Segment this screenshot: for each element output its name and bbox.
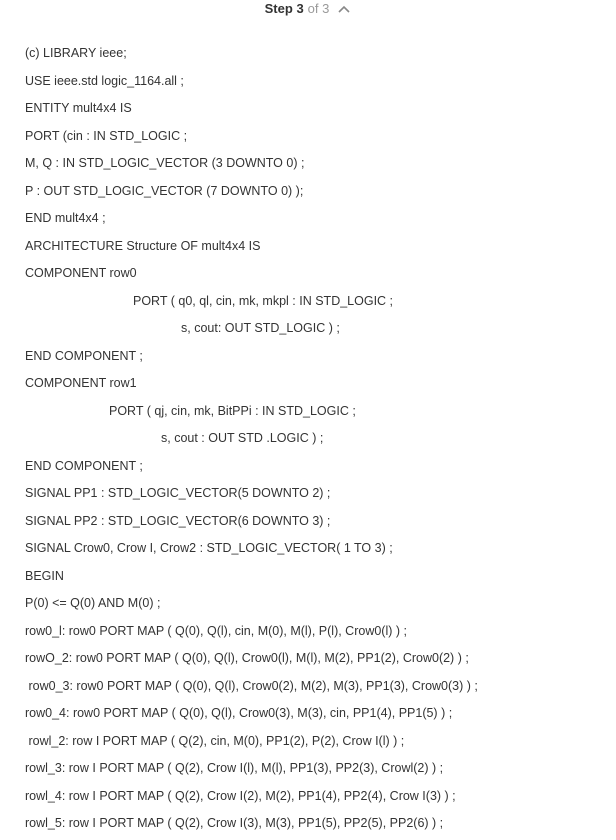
- code-line: BEGIN: [25, 568, 64, 583]
- code-line: M, Q : IN STD_LOGIC_VECTOR (3 DOWNTO 0) ;: [25, 156, 305, 170]
- code-line: SIGNAL Crow0, Crow I, Crow2 : STD_LOGIC_VECTOR( 1 TO 3) ;: [25, 541, 393, 555]
- code-line: rowl_2: row I PORT MAP ( Q(2), cin, M(0), PP1(2), P(2), Crow I(l) ) ;: [25, 733, 405, 748]
- code-solution-block: [25, 40, 610, 838]
- code-line: COMPONENT row0: [25, 266, 137, 280]
- step-current-label: [265, 1, 304, 17]
- code-line: END COMPONENT ;: [25, 348, 143, 363]
- code-line: row0_4: row0 PORT MAP ( Q(0), Q(l), Crow0(3), M(3), cin, PP1(4), PP1(5) ) ;: [25, 706, 453, 720]
- step-word: Step: [264, 1, 293, 16]
- code-line: rowl_4: row I PORT MAP ( Q(2), Crow I(2), M(2), PP1(4), PP2(4), Crow I(3) ) ;: [25, 788, 456, 803]
- code-line: P : OUT STD_LOGIC_VECTOR (7 DOWNTO 0) );: [25, 183, 304, 198]
- code-line: row0_3: row0 PORT MAP ( Q(0), Q(l), Crow0(2), M(2), M(3), PP1(3), Crow0(3) ) ;: [25, 678, 478, 693]
- code-line: row0_l: row0 PORT MAP ( Q(0), Q(l), cin, M(0), M(l), P(l), Crow0(l) ) ;: [25, 623, 407, 638]
- chevron-up-icon: [338, 5, 350, 13]
- code-line: END mult4x4 ;: [25, 211, 106, 225]
- code-line: SIGNAL PP1 : STD_LOGIC_VECTOR(5 DOWNTO 2) ;: [25, 486, 331, 500]
- collapse-button[interactable]: [337, 2, 351, 16]
- code-line: rowl_3: row I PORT MAP ( Q(2), Crow I(l), M(l), PP1(3), PP2(3), Crowl(2) ) ;: [25, 761, 444, 775]
- code-line: P(0) <= Q(0) AND M(0) ;: [25, 596, 161, 610]
- code-line: END COMPONENT ;: [25, 458, 143, 473]
- step-indicator: [0, 0, 616, 18]
- code-line: COMPONENT row1: [25, 376, 137, 390]
- code-line: USE ieee.std logic_1164.all ;: [25, 73, 184, 88]
- code-line: s, cout: OUT STD_LOGIC ) ;: [181, 321, 340, 335]
- step-total-label: of 3: [307, 1, 330, 16]
- code-line: (c) LIBRARY ieee;: [25, 46, 127, 60]
- code-line: rowl_5: row I PORT MAP ( Q(2), Crow I(3), M(3), PP1(5), PP2(5), PP2(6) ) ;: [25, 816, 444, 830]
- code-line: s, cout : OUT STD .LOGIC ) ;: [161, 431, 324, 445]
- code-line: PORT ( q0, ql, cin, mk, mkpl : IN STD_LOGIC ;: [133, 293, 394, 308]
- code-line: ARCHITECTURE Structure OF mult4x4 IS: [25, 238, 261, 253]
- code-line: PORT (cin : IN STD_LOGIC ;: [25, 128, 188, 143]
- code-line: rowO_2: row0 PORT MAP ( Q(0), Q(l), Crow0(l), M(l), M(2), PP1(2), Crow0(2) ) ;: [25, 651, 469, 665]
- step-number: 3: [296, 1, 304, 16]
- code-line: ENTITY mult4x4 IS: [25, 101, 132, 115]
- code-line: SIGNAL PP2 : STD_LOGIC_VECTOR(6 DOWNTO 3) ;: [25, 513, 331, 528]
- code-line: PORT ( qj, cin, mk, BitPPi : IN STD_LOGIC ;: [109, 403, 356, 418]
